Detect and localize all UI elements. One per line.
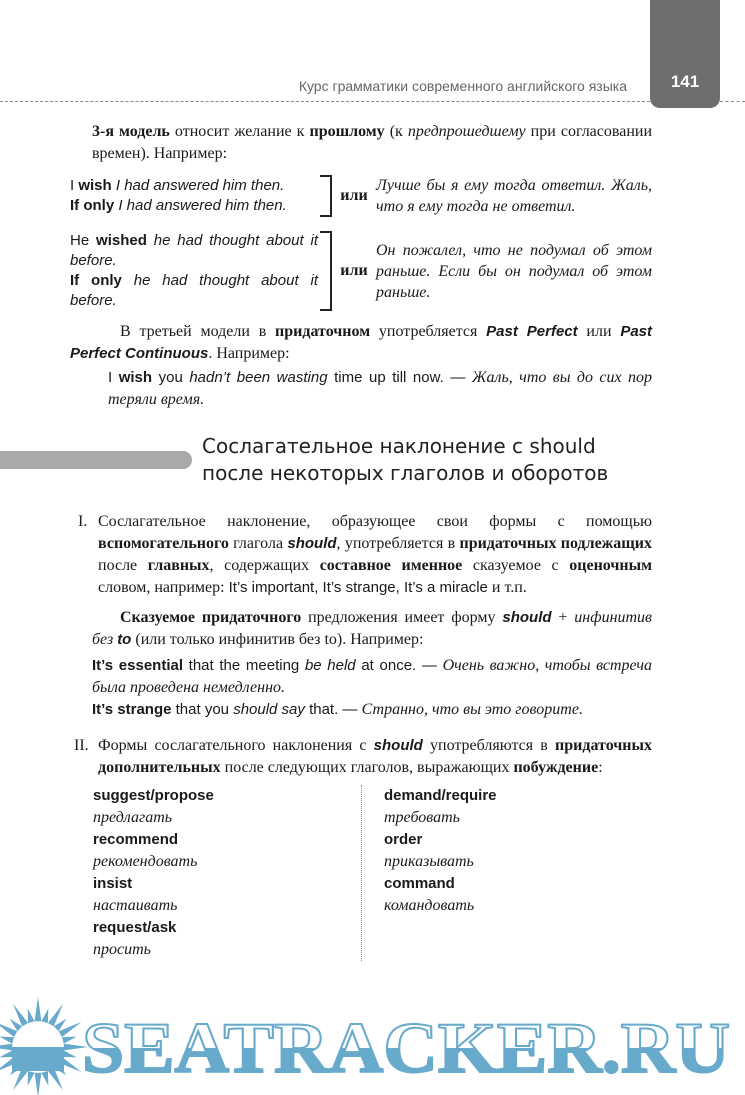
text-run: В третьей модели в	[120, 323, 276, 340]
sun-ray	[0, 1044, 12, 1051]
verb-english: order	[384, 831, 423, 848]
item-2	[70, 735, 652, 779]
sun-ray	[28, 1008, 35, 1023]
text-run: It’s essential	[92, 657, 183, 674]
text-run: употребляется	[370, 323, 487, 340]
text-run: , содержащих	[209, 557, 320, 574]
paragraph-model-3-usage	[70, 321, 652, 365]
example-1-english	[70, 176, 318, 216]
text-run: побуждение	[513, 759, 599, 776]
verb-item	[93, 873, 361, 917]
text-run: It’s strange	[92, 701, 172, 718]
header-rule	[720, 101, 745, 102]
text-run: It’s important, It’s strange, It’s a miracle	[228, 579, 488, 596]
section-title-line-1: Сослагательное наклонение с should	[202, 434, 596, 458]
sun-ray	[62, 1050, 77, 1057]
paragraph-model-3	[92, 121, 652, 165]
text-run: главных	[147, 557, 210, 574]
text-run: at once. —	[355, 657, 443, 674]
verbs-right-column	[361, 785, 652, 961]
text-run: I had answered him then.	[114, 197, 287, 214]
text-run: hadn’t been wasting	[189, 369, 328, 386]
example-1	[70, 175, 652, 217]
text-run: be held	[304, 657, 356, 674]
text-run: that. —	[304, 701, 362, 718]
item-2-text	[98, 735, 652, 779]
text-run: Формы сослагательного наклонения с	[98, 737, 374, 754]
verbs-left-column	[93, 785, 361, 961]
verb-english: suggest/propose	[93, 787, 214, 804]
verb-english: recommend	[93, 831, 179, 848]
verb-english: demand/require	[384, 787, 497, 804]
text-run: после	[98, 557, 148, 574]
bracket	[320, 175, 332, 217]
section-title-line-2: после некоторых глаголов и оборотов	[202, 461, 609, 485]
text-run: . Например:	[208, 345, 290, 362]
sun-ray	[41, 1008, 48, 1023]
text-run: he had thought about it before.	[70, 232, 319, 269]
text-run: Сослагательное наклонение, образующее свои формы с помощью	[98, 513, 652, 530]
item-1	[70, 511, 652, 599]
verb-item	[93, 917, 361, 961]
text-run: He	[70, 232, 97, 249]
text-run: that the meeting	[183, 657, 305, 674]
text-run: If only	[70, 272, 122, 289]
sun-ray	[41, 1071, 48, 1086]
text-run: придаточном	[275, 323, 371, 340]
item-2-marker: II.	[74, 737, 89, 754]
sun-ray	[28, 1071, 35, 1086]
verb-item	[384, 829, 652, 873]
text-run: he had thought about it before.	[70, 272, 318, 309]
verb-russian: настаивать	[93, 897, 178, 914]
watermark-text: SEATRACKER.RU	[82, 1008, 730, 1088]
verb-russian: просить	[93, 941, 151, 958]
text-run: (или только инфинитив без to). Например:	[131, 631, 424, 648]
text-run: вспомогательного	[98, 535, 229, 552]
item-1-marker: I.	[78, 513, 88, 530]
text-run: относит желание к	[169, 123, 310, 140]
example-4	[92, 655, 652, 721]
text-run: should	[287, 535, 337, 552]
example-3	[108, 367, 652, 411]
text-run: wish	[118, 369, 153, 386]
example-1-russian: Лучше бы я ему тогда ответил. Жаль, что я ему тогда не ответил.	[376, 177, 652, 215]
bracket	[320, 231, 332, 311]
sun-ray	[35, 997, 42, 1021]
sun-ray	[62, 1037, 77, 1044]
text-run: Past Perfect Continuous	[70, 323, 653, 362]
text-run: Странно, что вы это говорите.	[361, 701, 583, 718]
text-run: you	[152, 369, 190, 386]
text-run: прошлому	[309, 123, 385, 140]
text-run: при согласовании времен). Например:	[92, 123, 653, 162]
text-run: , употребляется в	[336, 535, 460, 552]
sun-ray	[0, 1037, 14, 1044]
text-run: Past Perfect	[486, 323, 578, 340]
watermark-logo	[0, 995, 745, 1095]
text-run: (к	[384, 123, 408, 140]
header-rule	[0, 101, 650, 102]
text-run: I had answered him then.	[111, 177, 285, 194]
text-run: или	[577, 323, 621, 340]
or-label: или	[340, 262, 368, 279]
or-label: или	[340, 187, 368, 204]
text-run: придаточных подлежащих	[459, 535, 653, 552]
text-run: составное именное	[319, 557, 463, 574]
sun-ray	[0, 1050, 14, 1057]
text-run: придаточных дополнительных	[98, 737, 653, 776]
page-body	[70, 121, 652, 961]
text-run: wished	[96, 232, 147, 249]
text-run: предложения имеет форму	[301, 609, 503, 626]
verb-russian: рекомендовать	[93, 853, 198, 870]
text-run: +	[551, 609, 575, 626]
verb-russian: предлагать	[93, 809, 173, 826]
verb-columns	[93, 785, 652, 961]
text-run: to	[117, 631, 132, 648]
sun-icon	[0, 997, 88, 1095]
verb-russian: командовать	[384, 897, 475, 914]
text-run: словом, например:	[98, 579, 229, 596]
section-title	[202, 433, 608, 487]
text-run: :	[598, 759, 603, 776]
verb-item	[384, 785, 652, 829]
text-run: should	[373, 737, 423, 754]
example-2-russian: Он пожалел, что не подумал об этом раньше. Если бы он подумал об этом раньше.	[376, 241, 652, 301]
section-heading	[70, 433, 652, 497]
verb-item	[93, 829, 361, 873]
text-run: should say	[233, 701, 305, 718]
text-run: Сказуемое придаточного	[120, 609, 302, 626]
page-number: 141	[670, 72, 700, 91]
text-run: сказуемое с	[462, 557, 570, 574]
text-run: If only	[70, 197, 115, 214]
section-bar	[0, 451, 192, 469]
text-run: инфинитив без	[92, 609, 652, 648]
text-run: Очень важно, чтобы встреча была проведена немедленно.	[92, 657, 653, 696]
running-header: Курс грамматики современного английского языка	[298, 78, 627, 94]
text-run: time up till now. —	[327, 369, 472, 386]
paragraph-predicate	[92, 607, 652, 651]
verb-english: insist	[93, 875, 133, 892]
text-run: глагола	[228, 535, 288, 552]
text-run: 3-я модель	[92, 123, 170, 140]
text-run: Жаль, что вы до сих пор теряли время.	[108, 369, 652, 408]
text-run: I	[108, 369, 119, 386]
text-run: I	[70, 177, 79, 194]
verb-english: request/ask	[93, 919, 177, 936]
verb-item	[384, 873, 652, 917]
sun-ray	[35, 1073, 42, 1095]
example-2	[70, 231, 652, 311]
verb-russian: приказывать	[384, 853, 474, 870]
verb-item	[93, 785, 361, 829]
text-run: should	[502, 609, 552, 626]
text-run: wish	[78, 177, 112, 194]
text-run: предпрошедшему	[407, 123, 526, 140]
item-1-text	[98, 511, 652, 599]
verb-english: command	[384, 875, 455, 892]
verb-russian: требовать	[384, 809, 460, 826]
text-run: после следующих глаголов, выражающих	[220, 759, 514, 776]
text-run: и т.п.	[487, 579, 527, 596]
text-run: употребляются в	[422, 737, 556, 754]
example-2-english	[70, 231, 318, 311]
text-run: that you	[171, 701, 234, 718]
text-run: оценочным	[569, 557, 653, 574]
